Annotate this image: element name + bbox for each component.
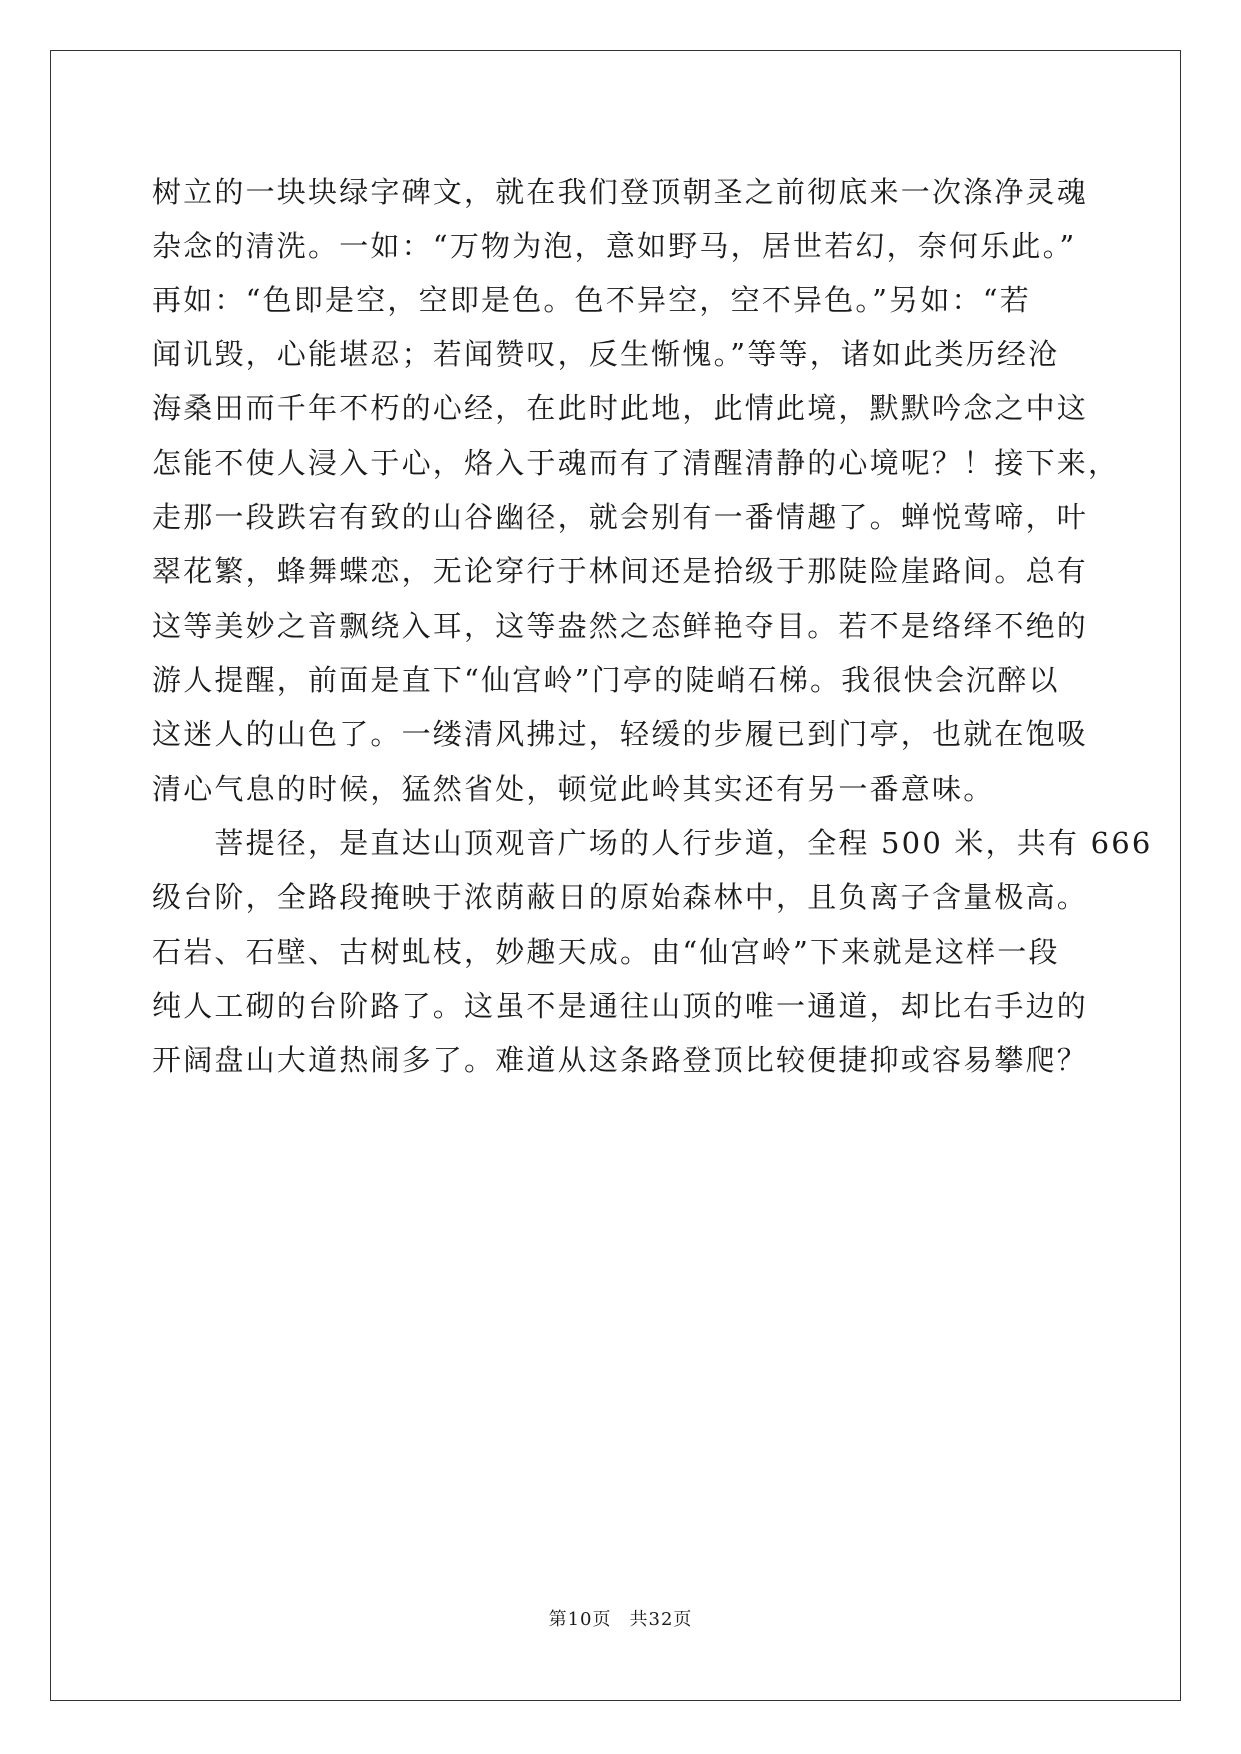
page-number: 第10页 xyxy=(548,1609,612,1630)
body-text-line: 走那一段跌宕有致的山谷幽径，就会别有一番情趣了。蝉悦莺啼，叶 xyxy=(152,500,1089,534)
body-text-line: 开阔盘山大道热闹多了。难道从这条路登顶比较便捷抑或容易攀爬？ xyxy=(152,1043,1089,1077)
body-text-line: 翠花繁，蜂舞蝶恋，无论穿行于林间还是拾级于那陡险崖路间。总有 xyxy=(152,554,1089,588)
page-footer xyxy=(0,1605,1241,1631)
body-text-line: 再如：“色即是空，空即是色。色不异空，空不异色。”另如：“若 xyxy=(152,283,1031,317)
body-text-line: 纯人工砌的台阶路了。这虽不是通往山顶的唯一通道，却比右手边的 xyxy=(152,989,1089,1023)
body-text-line: 树立的一块块绿字碑文，就在我们登顶朝圣之前彻底来一次涤净灵魂 xyxy=(152,175,1089,209)
body-text-line: 这等美妙之音飘绕入耳，这等盎然之态鲜艳夺目。若不是络绎不绝的 xyxy=(152,609,1089,643)
body-text-line: 游人提醒，前面是直下“仙宫岭”门亭的陡峭石梯。我很快会沉醉以 xyxy=(152,663,1060,697)
body-text-line: 这迷人的山色了。一缕清风拂过，轻缓的步履已到门亭，也就在饱吸 xyxy=(152,717,1089,751)
body-text-line: 菩提径，是直达山顶观音广场的人行步道，全程 500 米，共有 666 xyxy=(152,826,1153,860)
body-text-line: 怎能不使人浸入于心，烙入于魂而有了清醒清静的心境呢？！接下来， xyxy=(152,446,1120,480)
body-text-line: 石岩、石壁、古树虬枝，妙趣天成。由“仙宫岭”下来就是这样一段 xyxy=(152,935,1060,969)
body-text-line: 级台阶，全路段掩映于浓荫蔽日的原始森林中，且负离子含量极高。 xyxy=(152,880,1089,914)
body-text-line: 海桑田而千年不朽的心经，在此时此地，此情此境，默默吟念之中这 xyxy=(152,391,1089,425)
page-total: 共32页 xyxy=(629,1609,693,1630)
body-text-line: 清心气息的时候，猛然省处，顿觉此岭其实还有另一番意味。 xyxy=(152,772,995,806)
body-text-line: 闻讥毁，心能堪忍；若闻赞叹，反生惭愧。”等等，诸如此类历经沧 xyxy=(152,337,1060,371)
body-text-line: 杂念的清洗。一如：“万物为泡，意如野马，居世若幻，奈何乐此。” xyxy=(152,229,1077,263)
